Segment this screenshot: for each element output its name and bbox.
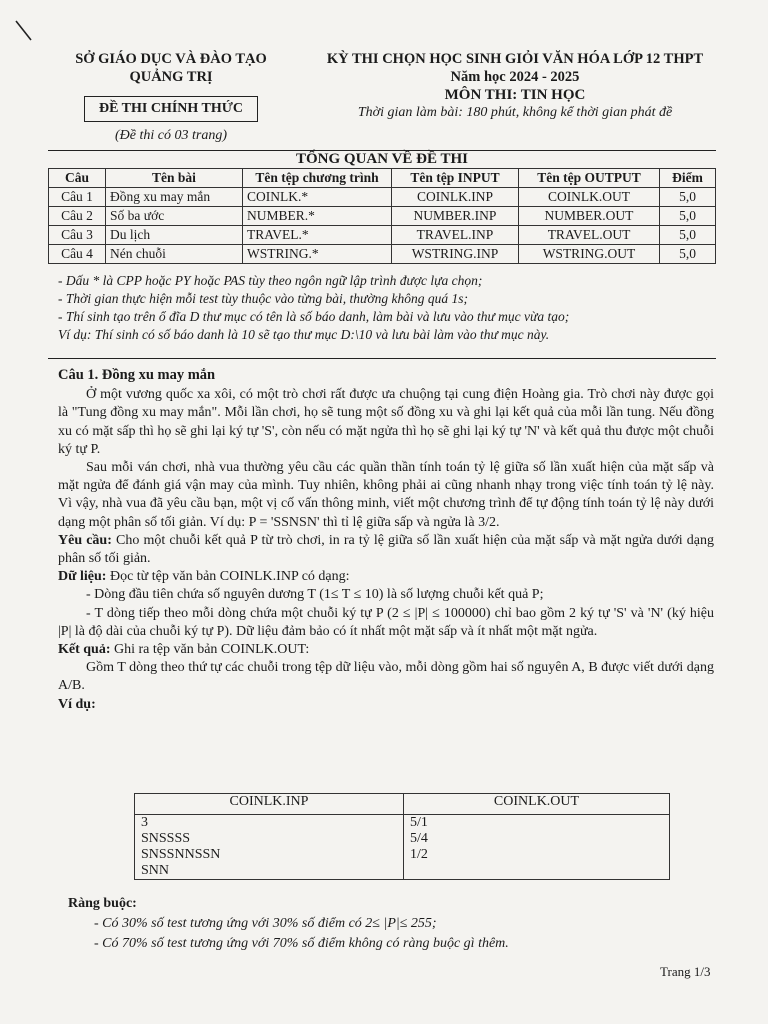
example-output-line: 5/4 [410, 831, 428, 846]
cell: COINLK.INP [392, 188, 519, 207]
cell: Nén chuỗi [106, 245, 243, 264]
cell: NUMBER.OUT [519, 207, 660, 226]
cell: 5,0 [660, 245, 716, 264]
cell: COINLK.OUT [519, 188, 660, 207]
constraint-line: - Có 70% số test tương ứng với 70% số điểm không có ràng buộc gì thêm. [94, 936, 509, 951]
output-label: Kết quả: [58, 642, 111, 658]
cell: Câu 2 [49, 207, 106, 226]
official-exam-label: ĐỀ THI CHÍNH THỨC [84, 96, 258, 122]
input-text: Đọc từ tệp văn bản COINLK.INP có dạng: [106, 569, 350, 585]
cell: WSTRING.* [243, 245, 392, 264]
col-header: Câu [49, 169, 106, 188]
note-line: - Thời gian thực hiện mỗi test tùy thuộc vào từng bài, thường không quá 1s; [58, 291, 468, 306]
requirement-label: Yêu cầu: [58, 532, 112, 548]
cell: Câu 1 [49, 188, 106, 207]
cell: 5,0 [660, 226, 716, 245]
overview-table [48, 168, 716, 264]
col-header: Tên tệp OUTPUT [519, 169, 660, 188]
example-input-line: 3 [141, 815, 148, 830]
requirement [58, 532, 714, 568]
example-output-line: 5/1 [410, 815, 428, 830]
example-output-header: COINLK.OUT [404, 794, 670, 815]
table-row [49, 245, 716, 264]
department-name: SỞ GIÁO DỤC VÀ ĐÀO TẠO [75, 51, 267, 67]
cell: 5,0 [660, 188, 716, 207]
col-header: Tên bài [106, 169, 243, 188]
example-body-row [135, 815, 670, 880]
notes [58, 272, 718, 344]
problem-heading: Câu 1. Đồng xu may mắn [58, 367, 216, 383]
col-header: Tên tệp INPUT [392, 169, 519, 188]
example-table [134, 793, 670, 880]
exam-title: KỲ THI CHỌN HỌC SINH GIỎI VĂN HÓA LỚP 12 THPT [326, 51, 704, 67]
cell: WSTRING.OUT [519, 245, 660, 264]
example-input-header: COINLK.INP [135, 794, 404, 815]
table-row [49, 226, 716, 245]
output-spec [58, 641, 714, 659]
header-left [56, 50, 286, 144]
pen-mark [14, 20, 34, 42]
example-output-line: 1/2 [410, 847, 428, 862]
cell: TRAVEL.INP [392, 226, 519, 245]
example-label: Ví dụ: [58, 696, 96, 712]
cell: TRAVEL.* [243, 226, 392, 245]
overview-header-row [49, 169, 716, 188]
cell: TRAVEL.OUT [519, 226, 660, 245]
input-line: - Dòng đầu tiên chứa số nguyên dương T (1≤ T ≤ 10) là số lượng chuỗi kết quả P; [86, 587, 544, 603]
constraint-line: - Có 30% số test tương ứng với 30% số điểm có 2≤ |P|≤ 255; [94, 916, 437, 931]
school-year: Năm học 2024 - 2025 [450, 69, 580, 85]
subject: MÔN THI: TIN HỌC [444, 87, 586, 103]
cell: NUMBER.* [243, 207, 392, 226]
col-header: Tên tệp chương trình [243, 169, 392, 188]
table-row [49, 188, 716, 207]
cell: NUMBER.INP [392, 207, 519, 226]
table-row [49, 207, 716, 226]
cell: WSTRING.INP [392, 245, 519, 264]
constraints-label: Ràng buộc: [68, 896, 137, 911]
divider [48, 358, 716, 359]
output-line: Gồm T dòng theo thứ tự các chuỗi trong tệp dữ liệu vào, mỗi dòng gồm hai số nguyên A, B được viết dưới dạng A/B. [58, 660, 714, 694]
input-line: - T dòng tiếp theo mỗi dòng chứa một chuỗi ký tự P (2 ≤ |P| ≤ 100000) chỉ bao gồm 2 ký tự 'S' và 'N' (ký hiệu |P| là độ dài của chuỗi ký tự P). Dữ liệu đảm bảo có ít nhất một mặt sấp và ít nhất một mặt ngửa. [58, 605, 714, 639]
note-line: - Thí sinh tạo trên ổ đĩa D thư mục có tên là số báo danh, làm bài và lưu vào thư mục vừa tạo; [58, 309, 570, 324]
col-header: Điểm [660, 169, 716, 188]
note-line: Ví dụ: Thí sinh có số báo danh là 10 sẽ tạo thư mục D:\10 và lưu bài làm vào thư mục này. [58, 327, 550, 342]
example-input-line: SNSSSS [141, 831, 191, 846]
constraints [68, 894, 708, 954]
overview-title: TỔNG QUAN VỀ ĐỀ THI [296, 151, 468, 167]
input-spec [58, 568, 714, 586]
cell: Câu 3 [49, 226, 106, 245]
cell: Câu 4 [49, 245, 106, 264]
cell: 5,0 [660, 207, 716, 226]
time-limit: Thời gian làm bài: 180 phút, không kể thời gian phát đề [357, 105, 673, 120]
page-count-note: (Đề thi có 03 trang) [115, 128, 227, 143]
example-input-line: SNN [141, 863, 170, 878]
example-input-cell [135, 815, 404, 880]
example-output-cell [404, 815, 670, 880]
header-right [300, 50, 730, 122]
example-input-line: SNSSNNSSN [141, 847, 221, 862]
page-number: Trang 1/3 [660, 964, 711, 979]
output-text: Ghi ra tệp văn bản COINLK.OUT: [110, 642, 310, 658]
problem-1 [58, 366, 714, 714]
input-label: Dữ liệu: [58, 569, 107, 585]
province-name: QUẢNG TRỊ [129, 69, 213, 85]
cell: Số ba ước [106, 207, 243, 226]
cell: COINLK.* [243, 188, 392, 207]
cell: Du lịch [106, 226, 243, 245]
example-header-row [135, 794, 670, 815]
requirement-text: Cho một chuỗi kết quả P từ trò chơi, in ra tỷ lệ giữa số lần xuất hiện của mặt sấp và mặt ngửa dưới dạng phân số tối giản. [58, 532, 714, 567]
note-line: - Dấu * là CPP hoặc PY hoặc PAS tùy theo ngôn ngữ lập trình được lựa chọn; [58, 273, 483, 288]
paragraph: Ở một vương quốc xa xôi, có một trò chơi rất được ưa chuộng tại cung điện Hoàng gia. Trò chơi này được gọi là "Tung đồng xu may mắn". Mỗi lần chơi, họ sẽ tung một số đồng xu và ghi lại kết quả của mỗi lần tung. Nếu đồng xu có mặt sấp thì họ sẽ ghi lại ký tự 'S', còn nếu có mặt ngửa thì họ sẽ ghi lại ký tự 'N' và kết quả thu được một chuỗi ký tự P. [58, 387, 714, 457]
paragraph: Sau mỗi ván chơi, nhà vua thường yêu cầu các quần thần tính toán tỷ lệ giữa số lần xuất hiện của mặt sấp và mặt ngửa để đánh giá vận may của mình. Tuy nhiên, không phải ai cũng nhanh nhạy trong việc tính toán tỷ lệ này. Vì vậy, nhà vua đã yêu cầu bạn, một vị cố vấn thông minh, viết một chương trình để tự động tính toán tỷ lệ này dưới dạng một phân số tối giản. Ví dụ: P = 'SSNSN' thì tỉ lệ giữa sấp và ngửa là 3/2. [58, 460, 714, 530]
cell: Đồng xu may mắn [106, 188, 243, 207]
